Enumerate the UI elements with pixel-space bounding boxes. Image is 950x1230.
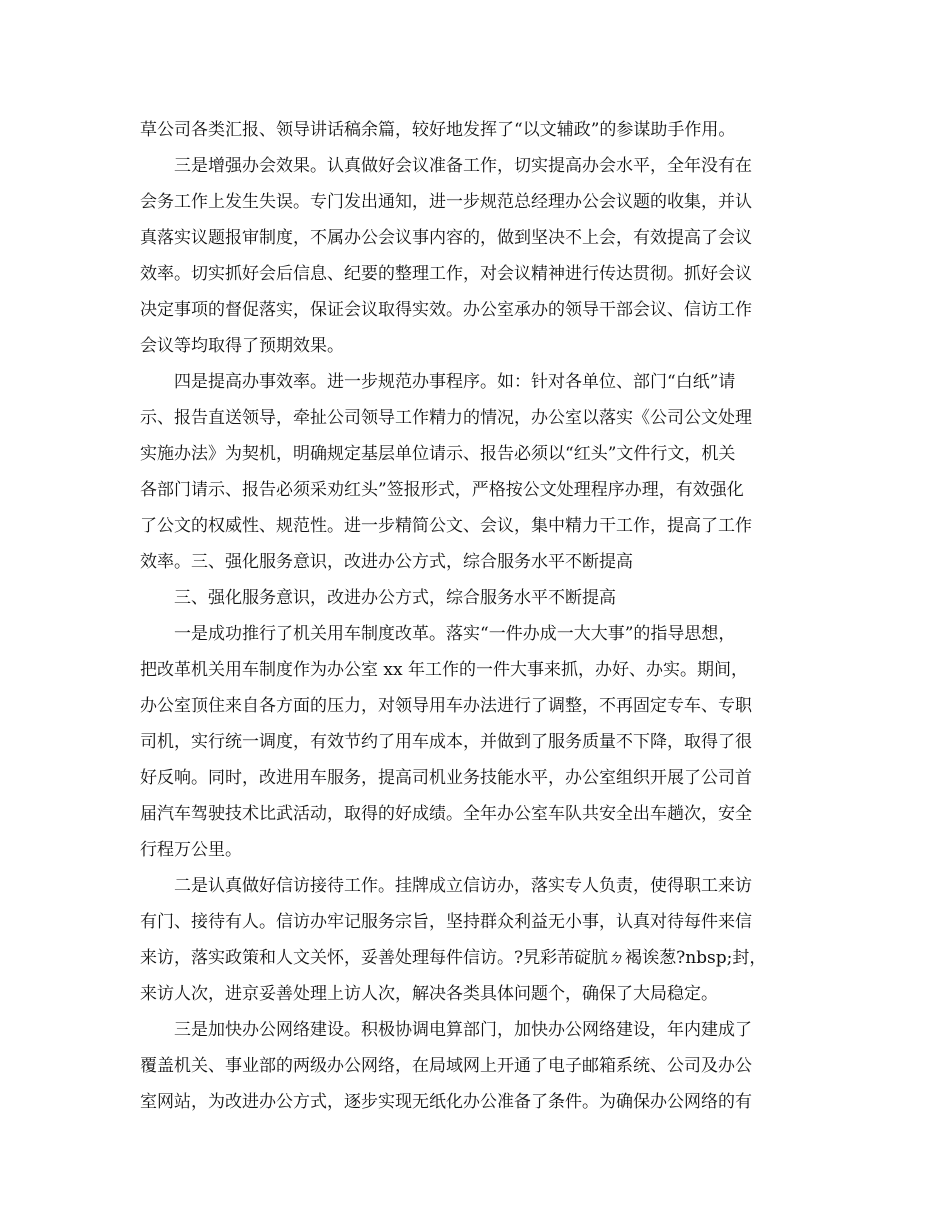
text-line: 决定事项的督促落实，保证会议取得实效。办公室承办的领导干部会议、信访工作: [140, 300, 752, 320]
text-line: 真落实议题报审制度，不属办公会议事内容的，做到坚决不上会，有效提高了会议: [140, 228, 752, 248]
text-line: 有门、接待有人。信访办牢记服务宗旨，坚持群众利益无小事，认真对待每件来信: [140, 912, 752, 932]
text-line: 示、报告直送领导，牵扯公司领导工作精力的情况，办公室以落实《公司公文处理: [140, 408, 752, 428]
text-line: 实施办法》为契机，明确规定基层单位请示、报告必须以“红头”文件行文，机关: [140, 444, 736, 464]
text-line: 各部门请示、报告必须采劝红头”签报形式，严格按公文处理程序办理，有效强化: [140, 480, 744, 500]
text-line: 会议等均取得了预期效果。: [140, 336, 344, 356]
text-line: 会务工作上发生失误。专门发出通知，进一步规范总经理办公会议题的收集，并认: [140, 192, 752, 212]
text-line: 草公司各类汇报、领导讲话稿余篇，较好地发挥了“以文辅政”的参谋助手作用。: [140, 120, 736, 140]
text-line: 行程万公里。: [140, 840, 242, 860]
text-line: 来访，落实政策和人文关怀，妥善处理每件信访。?旯彩芾碇肮ㄉ褐诶葱?nbsp;封，: [140, 948, 767, 968]
text-line: 届汽车驾驶技术比武活动，取得的好成绩。全年办公室车队共安全出车趟次，安全: [140, 804, 752, 824]
text-line: 覆盖机关、事业部的两级办公网络，在局域网上开通了电子邮箱系统、公司及办公: [140, 1056, 752, 1076]
text-line: 效率。三、强化服务意识，改进办公方式，综合服务水平不断提高: [140, 552, 633, 572]
text-line: 一是成功推行了机关用车制度改革。落实“一件办成一大大事”的指导思想，: [140, 624, 736, 644]
text-line: 二是认真做好信访接待工作。挂牌成立信访办，落实专人负责，使得职工来访: [140, 876, 752, 896]
text-line: 效率。切实抓好会后信息、纪要的整理工作，对会议精神进行传达贯彻。抓好会议: [140, 264, 752, 284]
text-line: 三是增强办会效果。认真做好会议准备工作，切实提高办会水平，全年没有在: [140, 156, 752, 176]
document-body: [140, 112, 830, 1120]
text-line: 办公室顶住来自各方面的压力，对领导用车办法进行了调整，不再固定专车、专职: [140, 696, 752, 716]
text-line: 司机，实行统一调度，有效节约了用车成本，并做到了服务质量不下降，取得了很: [140, 732, 752, 752]
text-line: 好反响。同时，改进用车服务，提高司机业务技能水平，办公室组织开展了公司首: [140, 768, 752, 788]
text-line: 把改革机关用车制度作为办公室 xx 年工作的一件大事来抓，办好、办实。期间，: [140, 660, 748, 680]
text-line: 四是提高办事效率。进一步规范办事程序。如：针对各单位、部门“白纸”请: [140, 372, 736, 392]
text-line: 来访人次，进京妥善处理上访人次，解决各类具体问题个，确保了大局稳定。: [140, 984, 718, 1004]
text-line: 室网站，为改进办公方式，逐步实现无纸化办公准备了条件。为确保办公网络的有: [140, 1092, 752, 1112]
text-line: 三是加快办公网络建设。积极协调电算部门，加快办公网络建设，年内建成了: [140, 1020, 752, 1040]
text-line: 了公文的权威性、规范性。进一步精简公文、会议，集中精力干工作，提高了工作: [140, 516, 752, 536]
text-line: 三、强化服务意识，改进办公方式，综合服务水平不断提高: [140, 588, 616, 608]
